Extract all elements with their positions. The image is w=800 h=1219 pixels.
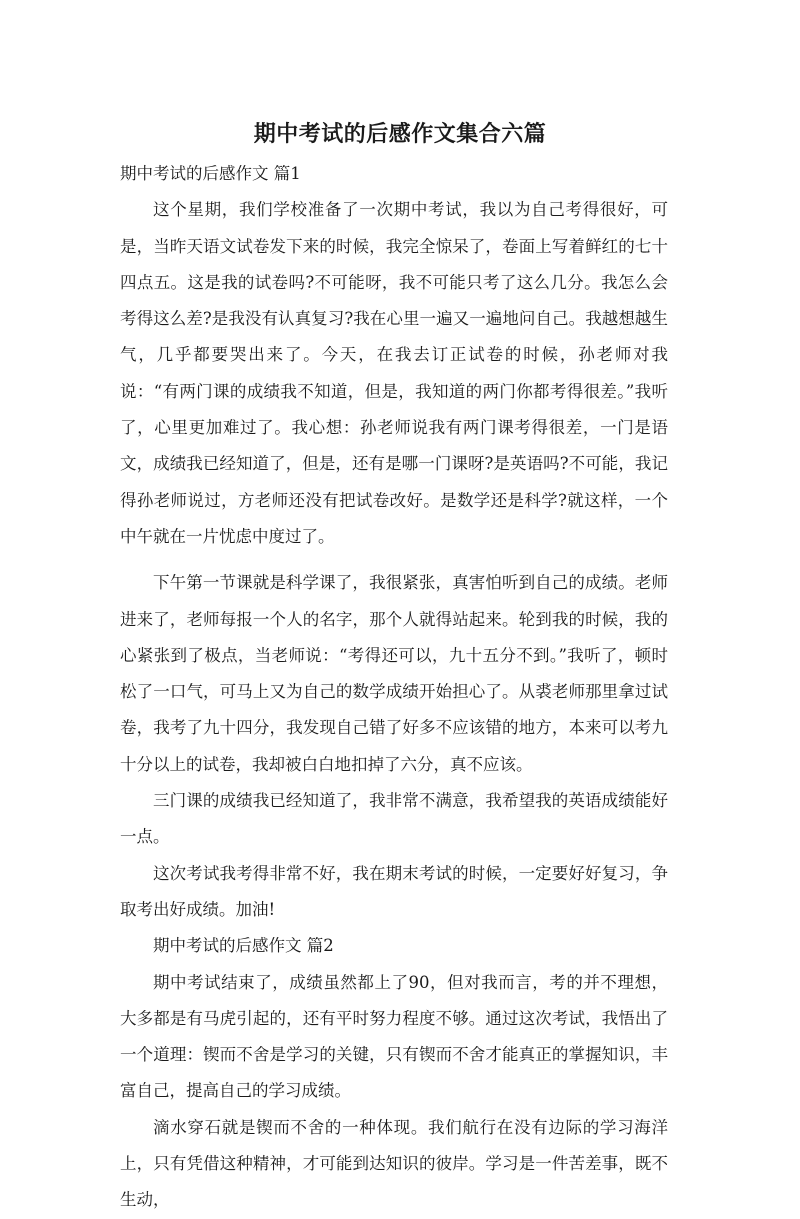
paragraph: 下午第一节课就是科学课了，我很紧张，真害怕听到自己的成绩。老师进来了，老师每报一个人的名字，那个人就得站起来。轮到我的时候，我的心紧张到了极点，当老师说：“考得还可以，九十五分不到。”我听了，顿时松了一口气，可马上又为自己的数学成绩开始担心了。从裘老师那里拿过试卷，我考了九十四分，我发现自己错了好多不应该错的地方，本来可以考九十分以上的试卷，我却被白白地扣掉了六分，真不应该。 [120, 573, 668, 774]
paragraph: 滴水穿石就是锲而不舍的一种体现。我们航行在没有边际的学习海洋上，只有凭借这种精神，才可能到达知识的彼岸。学习是一件苦差事，既不生动， [120, 1117, 668, 1210]
document-title: 期中考试的后感作文集合六篇 [253, 122, 547, 147]
section-heading-2: 期中考试的后感作文 篇2 [153, 936, 334, 956]
paragraph: 这个星期，我们学校准备了一次期中考试，我以为自己考得很好，可是，当昨天语文试卷发下来的时候，我完全惊呆了，卷面上写着鲜红的七十四点五。这是我的试卷吗?不可能呀，我不可能只考了这么几分。我怎么会考得这么差?是我没有认真复习?我在心里一遍又一遍地问自己。我越想越生气，几乎都要哭出来了。今天，在我去订正试卷的时候，孙老师对我说：“有两门课的成绩我不知道，但是，我知道的两门你都考得很差。”我听了，心里更加难过了。我心想：孙老师说我有两门课考得很差，一门是语文，成绩我已经知道了，但是，还有是哪一门课呀?是英语吗?不可能，我记得孙老师说过，方老师还没有把试卷改好。是数学还是科学?就这样，一个中午就在一片忧虑中度过了。 [120, 200, 668, 546]
paragraph: 期中考试结束了，成绩虽然都上了90，但对我而言，考的并不理想，大多都是有马虎引起的，还有平时努力程度不够。通过这次考试，我悟出了一个道理：锲而不舍是学习的关键，只有锲而不舍才能真正的掌握知识，丰富自己，提高自己的学习成绩。 [120, 972, 668, 1101]
document-body [120, 156, 668, 1219]
paragraph: 这次考试我考得非常不好，我在期末考试的时候，一定要好好复习，争取考出好成绩。加油! [120, 863, 668, 919]
paragraph: 三门课的成绩我已经知道了，我非常不满意，我希望我的英语成绩能好一点。 [120, 791, 668, 847]
section-heading-1: 期中考试的后感作文 篇1 [120, 164, 301, 183]
